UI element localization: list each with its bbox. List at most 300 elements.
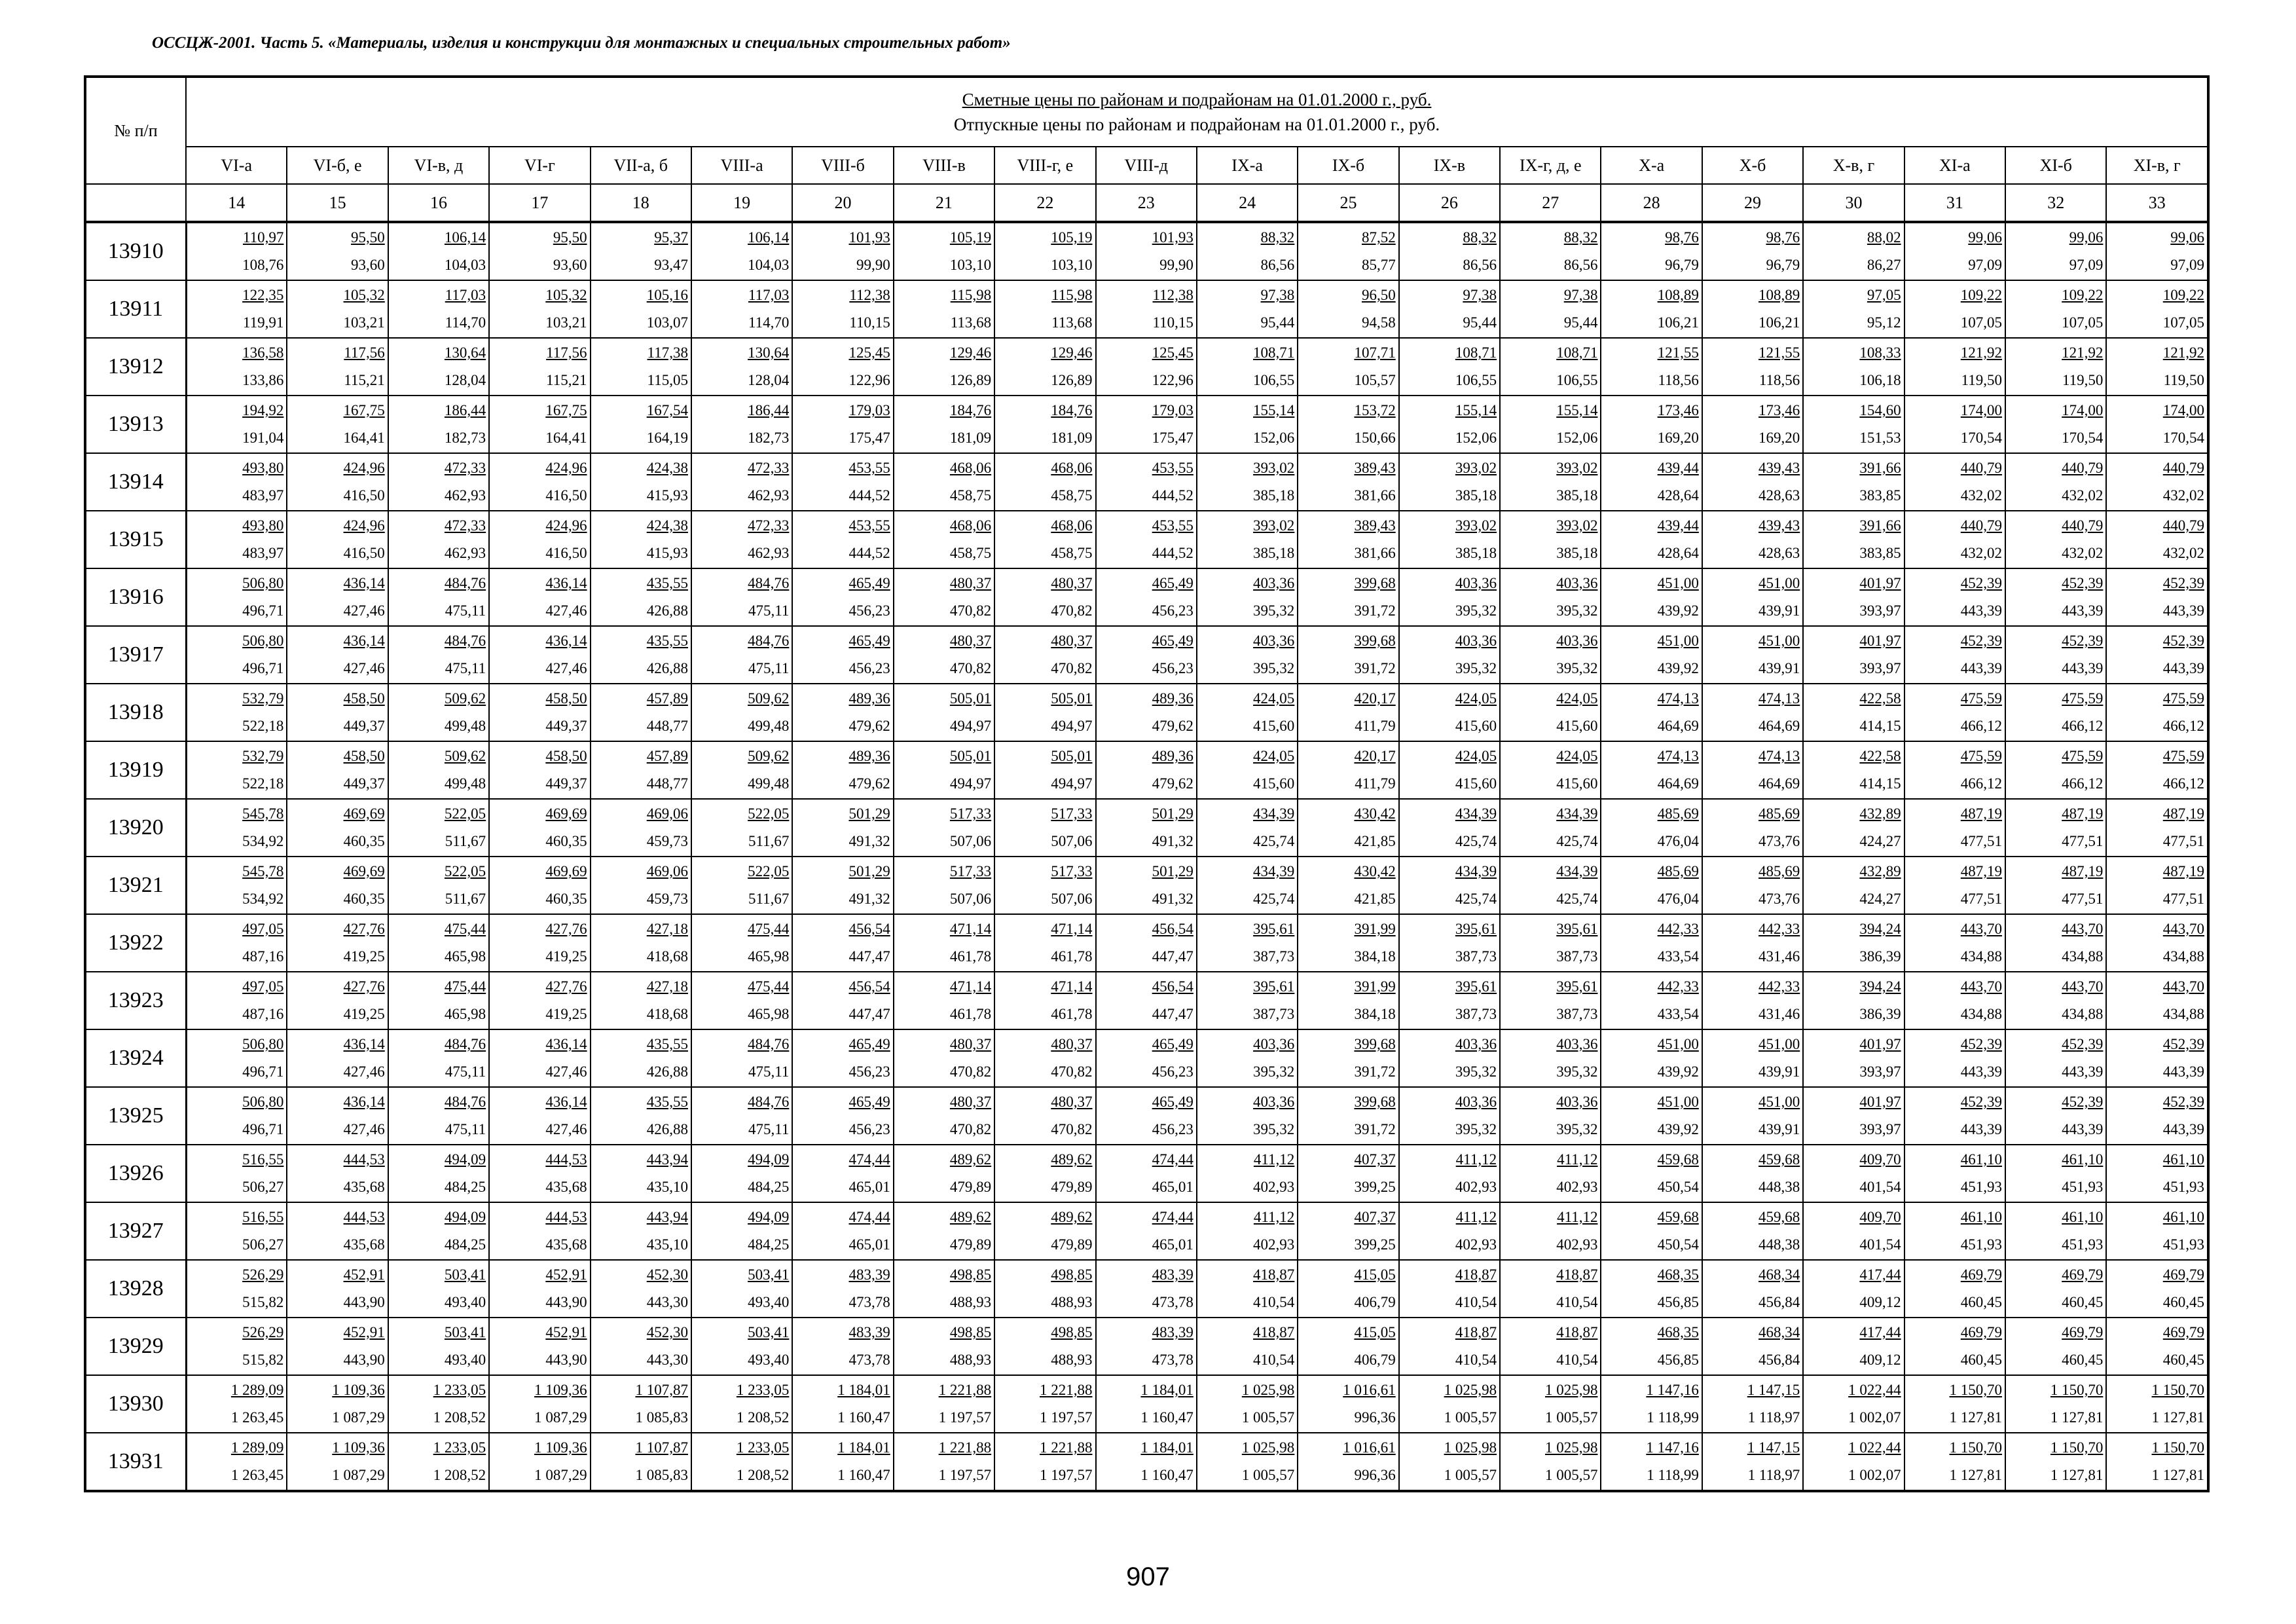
price-cell <box>792 741 893 799</box>
release-price: 470,82 <box>949 660 992 676</box>
release-price: 426,88 <box>646 602 688 619</box>
release-price: 385,18 <box>1253 487 1295 504</box>
price-cell <box>1702 1318 1803 1375</box>
price-cell <box>691 1318 792 1375</box>
price-cell <box>894 1318 994 1375</box>
estimate-price: 1 025,98 <box>1241 1439 1295 1456</box>
estimate-price: 1 150,70 <box>2151 1439 2204 1456</box>
price-cell <box>1803 626 1904 684</box>
estimate-price: 1 016,61 <box>1343 1382 1396 1398</box>
estimate-price: 1 109,36 <box>534 1439 587 1456</box>
price-cell <box>388 626 489 684</box>
price-cell <box>287 280 388 338</box>
release-price: 410,54 <box>1253 1352 1295 1368</box>
price-cell <box>2005 453 2106 511</box>
release-price: 449,37 <box>343 718 385 734</box>
price-cell <box>2005 684 2106 741</box>
estimate-price: 489,36 <box>848 748 890 764</box>
price-cell <box>1500 396 1601 453</box>
price-cell <box>1197 1260 1298 1318</box>
release-price: 487,16 <box>242 948 284 965</box>
estimate-price: 480,37 <box>1051 575 1093 591</box>
price-cell <box>894 1202 994 1260</box>
release-price: 506,27 <box>242 1236 284 1253</box>
estimate-price: 427,76 <box>343 921 385 937</box>
release-price: 427,46 <box>545 1063 587 1080</box>
price-cell <box>1500 1087 1601 1145</box>
release-price: 428,63 <box>1758 545 1800 561</box>
release-price: 473,78 <box>848 1294 890 1310</box>
release-price: 473,76 <box>1758 891 1800 907</box>
price-cell <box>2005 1433 2106 1490</box>
release-price: 479,89 <box>949 1236 992 1253</box>
release-price: 432,02 <box>2062 487 2104 504</box>
release-price: 387,73 <box>1455 1006 1497 1022</box>
estimate-price: 451,00 <box>1758 1036 1800 1052</box>
release-price: 534,92 <box>242 891 284 907</box>
price-cell <box>489 511 590 568</box>
estimate-price: 487,19 <box>2062 805 2104 822</box>
estimate-price: 469,79 <box>2162 1266 2204 1283</box>
region-header: X-в, г <box>1803 147 1904 184</box>
price-cell <box>1500 684 1601 741</box>
release-price: 465,01 <box>848 1236 890 1253</box>
release-price: 428,64 <box>1657 487 1699 504</box>
estimate-price: 427,76 <box>545 921 587 937</box>
price-cell <box>1298 1029 1398 1087</box>
table-body <box>86 222 2208 1490</box>
estimate-price: 129,46 <box>949 344 992 361</box>
release-price: 93,47 <box>654 257 688 273</box>
price-cell <box>1197 626 1298 684</box>
release-price: 86,56 <box>1563 257 1598 273</box>
release-price: 164,19 <box>646 430 688 446</box>
release-price: 419,25 <box>343 1006 385 1022</box>
estimate-price: 1 147,16 <box>1646 1439 1699 1456</box>
release-price: 128,04 <box>444 372 486 388</box>
estimate-price: 456,54 <box>848 978 890 995</box>
row-code: 13913 <box>86 396 186 453</box>
num-column-header: № п/п <box>86 77 186 184</box>
release-price: 488,93 <box>949 1294 992 1310</box>
release-price: 415,60 <box>1455 775 1497 792</box>
release-price: 1 127,81 <box>1949 1467 2003 1483</box>
price-cell <box>994 626 1095 684</box>
release-price: 491,32 <box>1152 891 1194 907</box>
estimate-price: 468,34 <box>1758 1266 1800 1283</box>
release-price: 427,46 <box>343 1121 385 1137</box>
price-cell <box>1500 1375 1601 1433</box>
release-price: 434,88 <box>2062 1006 2104 1022</box>
estimate-price: 411,12 <box>1557 1209 1598 1225</box>
price-cell <box>1500 914 1601 972</box>
estimate-price: 468,06 <box>949 460 992 476</box>
estimate-price: 475,59 <box>2162 690 2204 707</box>
release-price-title: Отпускные цены по районам и подрайонам на 01.01.2000 г., руб. <box>953 115 1440 134</box>
price-cell <box>388 1202 489 1260</box>
release-price: 425,74 <box>1556 891 1598 907</box>
price-cell <box>186 1087 287 1145</box>
estimate-price: 394,24 <box>1859 921 1901 937</box>
price-cell <box>186 914 287 972</box>
estimate-price: 109,22 <box>2062 287 2104 303</box>
price-cell <box>1096 396 1197 453</box>
release-price: 115,21 <box>546 372 587 388</box>
price-cell <box>1399 453 1500 511</box>
price-cell <box>287 1318 388 1375</box>
price-cell <box>1197 1318 1298 1375</box>
estimate-price: 474,44 <box>848 1209 890 1225</box>
price-cell <box>994 1145 1095 1202</box>
price-cell <box>186 1318 287 1375</box>
release-price: 106,21 <box>1657 314 1699 331</box>
table-row <box>86 1202 2208 1260</box>
estimate-price: 1 147,15 <box>1747 1382 1800 1398</box>
estimate-price: 436,14 <box>545 575 587 591</box>
release-price: 99,90 <box>1159 257 1194 273</box>
price-cell <box>591 1145 691 1202</box>
estimate-price: 136,58 <box>242 344 284 361</box>
estimate-price: 107,71 <box>1354 344 1396 361</box>
table-row <box>86 1318 2208 1375</box>
price-cell <box>1399 857 1500 914</box>
estimate-price: 95,50 <box>351 229 385 246</box>
estimate-price: 483,39 <box>848 1324 890 1340</box>
estimate-price: 407,37 <box>1354 1151 1396 1168</box>
estimate-price: 498,85 <box>949 1266 992 1283</box>
release-price: 435,68 <box>545 1236 587 1253</box>
release-price: 416,50 <box>343 487 385 504</box>
release-price: 459,73 <box>646 891 688 907</box>
release-price: 119,50 <box>1961 372 2003 388</box>
release-price: 385,18 <box>1455 545 1497 561</box>
estimate-price: 393,02 <box>1253 460 1295 476</box>
estimate-price: 108,71 <box>1556 344 1598 361</box>
estimate-price: 442,33 <box>1657 921 1699 937</box>
price-cell <box>1702 914 1803 972</box>
price-cell <box>994 1433 1095 1490</box>
release-price: 466,12 <box>1960 775 2003 792</box>
release-price: 443,39 <box>2062 1063 2104 1080</box>
release-price: 114,70 <box>445 314 486 331</box>
estimate-price: 391,66 <box>1859 460 1901 476</box>
release-price: 1 005,57 <box>1544 1409 1598 1426</box>
estimate-price: 457,89 <box>646 690 688 707</box>
release-price: 1 160,47 <box>1140 1467 1194 1483</box>
price-cell <box>792 338 893 396</box>
price-cell <box>894 511 994 568</box>
release-price: 434,88 <box>2062 948 2104 965</box>
row-code: 13918 <box>86 684 186 741</box>
estimate-price: 517,33 <box>1051 805 1093 822</box>
price-cell <box>287 684 388 741</box>
release-price: 182,73 <box>444 430 486 446</box>
release-price: 479,62 <box>848 718 890 734</box>
price-cell <box>1904 1087 2005 1145</box>
price-cell <box>186 741 287 799</box>
price-cell <box>691 799 792 857</box>
price-cell <box>1803 338 1904 396</box>
table-row <box>86 626 2208 684</box>
price-cell <box>2106 1433 2208 1490</box>
estimate-price: 434,39 <box>1253 863 1295 879</box>
estimate-price: 432,89 <box>1859 863 1901 879</box>
release-price: 507,06 <box>949 891 992 907</box>
release-price: 402,93 <box>1253 1236 1295 1253</box>
row-code: 13916 <box>86 568 186 626</box>
row-code: 13929 <box>86 1318 186 1375</box>
estimate-price: 424,96 <box>545 460 587 476</box>
price-cell <box>1197 1433 1298 1490</box>
estimate-price: 106,14 <box>748 229 790 246</box>
release-price: 1 127,81 <box>2151 1409 2204 1426</box>
estimate-price: 494,09 <box>444 1151 486 1168</box>
release-price: 426,88 <box>646 1121 688 1137</box>
estimate-price: 424,96 <box>343 517 385 534</box>
release-price: 95,12 <box>1867 314 1901 331</box>
release-price: 419,25 <box>343 948 385 965</box>
release-price: 443,39 <box>2062 602 2104 619</box>
price-cell <box>186 338 287 396</box>
price-cell <box>489 453 590 511</box>
estimate-price: 105,32 <box>343 287 385 303</box>
price-cell <box>1197 741 1298 799</box>
release-price: 456,84 <box>1758 1352 1800 1368</box>
price-cell <box>994 1087 1095 1145</box>
release-price: 1 085,83 <box>635 1409 688 1426</box>
price-cell <box>894 453 994 511</box>
estimate-price: 418,87 <box>1556 1266 1598 1283</box>
release-price: 107,05 <box>2062 314 2104 331</box>
table-row <box>86 1375 2208 1433</box>
price-cell <box>1601 280 1702 338</box>
estimate-price: 505,01 <box>949 690 992 707</box>
price-cell <box>1904 684 2005 741</box>
estimate-price: 434,39 <box>1556 805 1598 822</box>
price-cell <box>287 568 388 626</box>
estimate-price: 522,05 <box>444 805 486 822</box>
price-cell <box>287 741 388 799</box>
estimate-price: 409,70 <box>1859 1209 1901 1225</box>
release-price: 387,73 <box>1455 948 1497 965</box>
release-price: 499,48 <box>444 718 486 734</box>
price-cell <box>792 1318 893 1375</box>
price-cell <box>1803 972 1904 1029</box>
release-price: 414,15 <box>1859 775 1901 792</box>
release-price: 1 127,81 <box>2050 1467 2104 1483</box>
release-price: 402,93 <box>1556 1179 1598 1195</box>
release-price: 119,50 <box>2062 372 2104 388</box>
price-cell <box>1904 396 2005 453</box>
estimate-price: 472,33 <box>444 460 486 476</box>
estimate-price: 475,59 <box>1960 690 2003 707</box>
price-cell <box>388 222 489 280</box>
release-price: 479,62 <box>1152 718 1194 734</box>
estimate-price: 108,89 <box>1758 287 1800 303</box>
price-cell <box>1298 684 1398 741</box>
price-cell <box>691 1029 792 1087</box>
release-price: 473,78 <box>1152 1352 1194 1368</box>
release-price: 425,74 <box>1253 891 1295 907</box>
price-cell <box>489 857 590 914</box>
estimate-price: 389,43 <box>1354 460 1396 476</box>
price-cell <box>1803 222 1904 280</box>
release-price: 1 087,29 <box>534 1409 587 1426</box>
estimate-price: 99,06 <box>2170 229 2204 246</box>
estimate-price: 459,68 <box>1657 1209 1699 1225</box>
price-cell <box>186 222 287 280</box>
price-cell <box>1702 222 1803 280</box>
row-code: 13915 <box>86 511 186 568</box>
price-cell <box>388 396 489 453</box>
estimate-price: 498,85 <box>949 1324 992 1340</box>
estimate-price: 452,39 <box>2062 1094 2104 1110</box>
release-price: 126,89 <box>949 372 992 388</box>
estimate-price: 497,05 <box>242 921 284 937</box>
release-price: 96,79 <box>1766 257 1800 273</box>
release-price: 491,32 <box>1152 833 1194 849</box>
release-price: 427,46 <box>343 660 385 676</box>
estimate-price: 475,59 <box>2162 748 2204 764</box>
price-cell <box>2005 1029 2106 1087</box>
price-cell <box>388 1318 489 1375</box>
estimate-price: 483,39 <box>848 1266 890 1283</box>
release-price: 1 087,29 <box>332 1467 385 1483</box>
release-price: 464,69 <box>1758 718 1800 734</box>
price-cell <box>2106 684 2208 741</box>
estimate-price: 409,70 <box>1859 1151 1901 1168</box>
estimate-price: 179,03 <box>1152 402 1194 418</box>
price-cell <box>1904 914 2005 972</box>
estimate-price: 411,12 <box>1253 1209 1295 1225</box>
price-cell <box>894 280 994 338</box>
estimate-price: 418,87 <box>1253 1324 1295 1340</box>
price-cell <box>1298 741 1398 799</box>
release-price: 462,93 <box>444 545 486 561</box>
release-price: 473,76 <box>1758 833 1800 849</box>
estimate-price: 1 221,88 <box>1040 1382 1093 1398</box>
price-cell <box>691 511 792 568</box>
price-cell <box>1904 857 2005 914</box>
price-cell <box>591 684 691 741</box>
estimate-price: 452,39 <box>1960 1094 2003 1110</box>
price-cell <box>1197 914 1298 972</box>
price-cell <box>1096 1318 1197 1375</box>
price-cell <box>1298 1260 1398 1318</box>
price-table <box>85 77 2208 1491</box>
release-price: 1 005,57 <box>1444 1409 1497 1426</box>
table-row <box>86 1029 2208 1087</box>
release-price: 106,55 <box>1455 372 1497 388</box>
price-cell <box>591 1318 691 1375</box>
estimate-price: 439,44 <box>1657 517 1699 534</box>
estimate-price: 505,01 <box>949 748 992 764</box>
estimate-price: 443,70 <box>2162 921 2204 937</box>
release-price: 464,69 <box>1657 718 1699 734</box>
price-cell <box>591 1087 691 1145</box>
estimate-price: 432,89 <box>1859 805 1901 822</box>
estimate-price: 101,93 <box>1152 229 1194 246</box>
price-cell <box>1399 222 1500 280</box>
release-price: 515,82 <box>242 1352 284 1368</box>
price-cell <box>1399 1087 1500 1145</box>
release-price: 448,38 <box>1758 1236 1800 1253</box>
estimate-price: 506,80 <box>242 575 284 591</box>
release-price: 107,05 <box>2162 314 2204 331</box>
release-price: 401,54 <box>1859 1236 1901 1253</box>
release-price: 385,18 <box>1556 487 1598 504</box>
price-cell <box>2005 626 2106 684</box>
release-price: 118,56 <box>1758 372 1800 388</box>
price-cell <box>1197 1087 1298 1145</box>
estimate-price: 427,18 <box>646 921 688 937</box>
price-cell <box>1601 222 1702 280</box>
estimate-price: 465,49 <box>1152 575 1194 591</box>
release-price: 443,39 <box>2162 1121 2204 1137</box>
estimate-price: 475,59 <box>2062 690 2104 707</box>
release-price: 460,35 <box>545 891 587 907</box>
estimate-price: 497,05 <box>242 978 284 995</box>
estimate-price: 451,00 <box>1758 575 1800 591</box>
estimate-price: 474,13 <box>1657 690 1699 707</box>
price-cell <box>2005 799 2106 857</box>
release-price: 483,97 <box>242 545 284 561</box>
price-cell <box>591 1029 691 1087</box>
release-price: 493,40 <box>444 1294 486 1310</box>
price-cell <box>1803 1433 1904 1490</box>
release-price: 1 197,57 <box>938 1467 992 1483</box>
release-price: 477,51 <box>1960 833 2003 849</box>
release-price: 428,63 <box>1758 487 1800 504</box>
release-price: 427,46 <box>343 1063 385 1080</box>
estimate-price: 403,36 <box>1556 575 1598 591</box>
column-index: 21 <box>894 184 994 222</box>
price-cell <box>1298 453 1398 511</box>
estimate-price: 1 233,05 <box>736 1382 790 1398</box>
estimate-price: 403,36 <box>1455 1094 1497 1110</box>
estimate-price: 503,41 <box>748 1324 790 1340</box>
release-price: 94,58 <box>1361 314 1396 331</box>
release-price: 465,98 <box>444 948 486 965</box>
estimate-price: 108,33 <box>1859 344 1901 361</box>
estimate-price: 88,32 <box>1463 229 1497 246</box>
estimate-price: 505,01 <box>1051 690 1093 707</box>
estimate-price: 97,38 <box>1260 287 1295 303</box>
estimate-price: 443,70 <box>2062 921 2104 937</box>
estimate-price: 480,37 <box>1051 633 1093 649</box>
price-cell <box>1399 1202 1500 1260</box>
price-cell <box>489 222 590 280</box>
price-cell <box>1601 1375 1702 1433</box>
estimate-price: 444,53 <box>545 1209 587 1225</box>
release-price: 511,67 <box>445 891 486 907</box>
price-cell <box>1399 396 1500 453</box>
release-price: 86,56 <box>1260 257 1295 273</box>
estimate-price: 516,55 <box>242 1151 284 1168</box>
price-cell <box>691 684 792 741</box>
price-cell <box>489 741 590 799</box>
release-price: 439,92 <box>1657 660 1699 676</box>
estimate-price: 401,97 <box>1859 1036 1901 1052</box>
release-price: 522,18 <box>242 718 284 734</box>
region-header: VI-б, е <box>287 147 388 184</box>
estimate-price: 474,13 <box>1657 748 1699 764</box>
estimate-price: 505,01 <box>1051 748 1093 764</box>
release-price: 462,93 <box>748 545 790 561</box>
estimate-price: 487,19 <box>2062 863 2104 879</box>
estimate-price: 418,87 <box>1253 1266 1295 1283</box>
release-price: 466,12 <box>2162 775 2204 792</box>
